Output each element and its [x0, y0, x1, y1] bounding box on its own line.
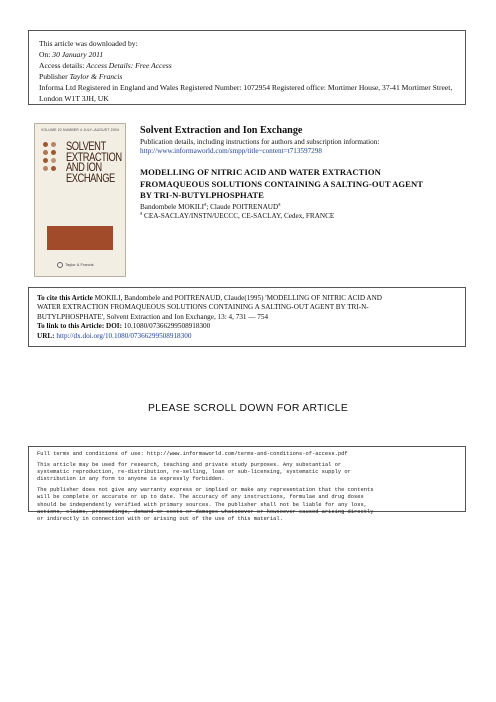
url-label: URL: — [37, 331, 55, 340]
terms-line: should be independently verified with primary sources. The publisher shall not be liable for any loss, — [37, 501, 367, 508]
affiliation-text: CEA-SACLAY/INSTN/UECCC, CE-SACLAY, Cedex, FRANCE — [142, 212, 335, 220]
terms-box — [28, 446, 466, 522]
cover-title-line: EXCHANGE — [66, 170, 115, 185]
access-details-line — [39, 60, 455, 71]
author-name: Bandombele MOKILI — [140, 202, 205, 211]
on-value: 30 January 2011 — [52, 50, 104, 59]
cover-dot — [43, 166, 48, 171]
article-title — [140, 167, 470, 202]
affiliation-marker: a — [140, 211, 143, 217]
publisher-value: Taylor & Francis — [69, 72, 123, 81]
access-label: Access details: — [39, 61, 87, 70]
cover-header: VOLUME 22 NUMBER 4 JULY–AUGUST 2004 — [41, 128, 119, 132]
author-affiliation — [140, 212, 470, 222]
terms-line: will be complete or accurate or up to date. The accuracy of any instructions, formulae and drug doses — [37, 494, 364, 501]
terms-paragraph — [37, 462, 457, 483]
registration-info: Informa Ltd Registered in England and Wales Registered Number: 1072954 Registered office: Mortimer House, 37-41 Mortimer Street, London W1T 3JH, UK — [39, 83, 453, 103]
terms-line: This article may be used for research, teaching and private study purposes. Any substantial or — [37, 462, 342, 469]
cover-publisher-name: Taylor & Francis — [65, 262, 94, 268]
article-authors — [140, 203, 470, 213]
journal-info — [140, 125, 470, 222]
download-info-box — [28, 30, 466, 105]
terms-line: actions, claims, proceedings, demand or costs or damages whatsoever or howsoever caused arising directly — [37, 508, 374, 515]
citation-line — [37, 294, 457, 303]
cover-dot — [43, 142, 48, 147]
cover-dot — [51, 150, 56, 155]
affiliation-marker: a — [204, 202, 207, 208]
cover-color-block — [47, 226, 113, 250]
citation-text: MOKILI, Bandombele and POITRENAUD, Claude(1995) 'MODELLING OF NITRIC ACID AND — [92, 294, 382, 302]
publisher-logo-icon — [57, 262, 63, 268]
terms-line: systematic reproduction, re-distribution, re-selling, loan or sub-licensing, systematic supply or — [37, 469, 351, 476]
access-value: Access Details: Free Access — [86, 61, 172, 70]
link-label: To link to this Article: DOI: — [37, 322, 122, 331]
cite-label: To cite this Article — [37, 294, 93, 302]
affiliation-marker: a — [278, 202, 281, 208]
terms-line: The publisher does not give any warranty express or implied or make any representation that the contents — [37, 487, 374, 494]
cover-dot — [51, 158, 56, 163]
cover-title-line: EXTRACTION — [66, 149, 122, 164]
doi-line — [37, 322, 457, 331]
article-title-line: BY TRI-N-BUTYLPHOSPHATE — [140, 190, 264, 200]
terms-url-line — [37, 451, 457, 458]
citation-line: WATER EXTRACTION FROMAQUEOUS SOLUTIONS CONTAINING A SALTING-OUT AGENT BY TRI-N- — [37, 303, 369, 312]
journal-url-link[interactable]: http://www.informaworld.com/smpp/title~content=t713597298 — [140, 147, 322, 155]
cover-publisher-logo — [57, 262, 94, 268]
downloaded-by-line: This article was downloaded by: — [39, 39, 138, 48]
citation-line: BUTYLPHOSPHATE', Solvent Extraction and Ion Exchange, 13: 4, 731 — 754 — [37, 312, 269, 321]
cover-title-line: SOLVENT — [66, 139, 106, 153]
doi-url-link[interactable]: http://dx.doi.org/10.1080/07366299508918300 — [54, 331, 192, 340]
terms-line: or indirectly in connection with or arising out of the use of this material. — [37, 515, 283, 522]
on-label: On: — [39, 50, 53, 59]
publisher-line — [39, 71, 455, 82]
cover-dot — [43, 158, 48, 163]
cover-dot-pattern — [43, 142, 63, 178]
terms-url-link[interactable]: http://www.informaworld.com/terms-and-conditions-of-access.pdf — [147, 451, 348, 457]
cover-title-line: AND ION — [66, 160, 102, 174]
article-title-line: MODELLING OF NITRIC ACID AND WATER EXTRACTION — [140, 167, 381, 177]
disclaimer-paragraph — [37, 487, 457, 522]
author-name: ; Claude POITRENAUD — [206, 202, 279, 211]
cover-dot — [51, 166, 56, 171]
article-title-line: FROMAQUEOUS SOLUTIONS CONTAINING A SALTING-OUT AGENT — [140, 178, 423, 189]
journal-cover-image — [34, 123, 126, 277]
download-date-line — [39, 49, 455, 60]
terms-line: distribution in any form to anyone is expressly forbidden. — [37, 476, 225, 483]
cover-title — [66, 139, 122, 185]
journal-title: Solvent Extraction and Ion Exchange — [140, 125, 303, 136]
cover-dot — [51, 142, 56, 147]
scroll-down-notice: PLEASE SCROLL DOWN FOR ARTICLE — [147, 403, 349, 414]
publisher-label: Publisher — [39, 72, 70, 81]
url-line — [37, 332, 457, 341]
terms-label: Full terms and conditions of use: — [37, 451, 147, 457]
doi-value: 10.1080/07366299508918300 — [122, 322, 211, 331]
citation-box — [28, 287, 466, 347]
publication-details: Publication details, including instructions for authors and subscription information: — [140, 138, 380, 146]
cover-dot — [43, 150, 48, 155]
